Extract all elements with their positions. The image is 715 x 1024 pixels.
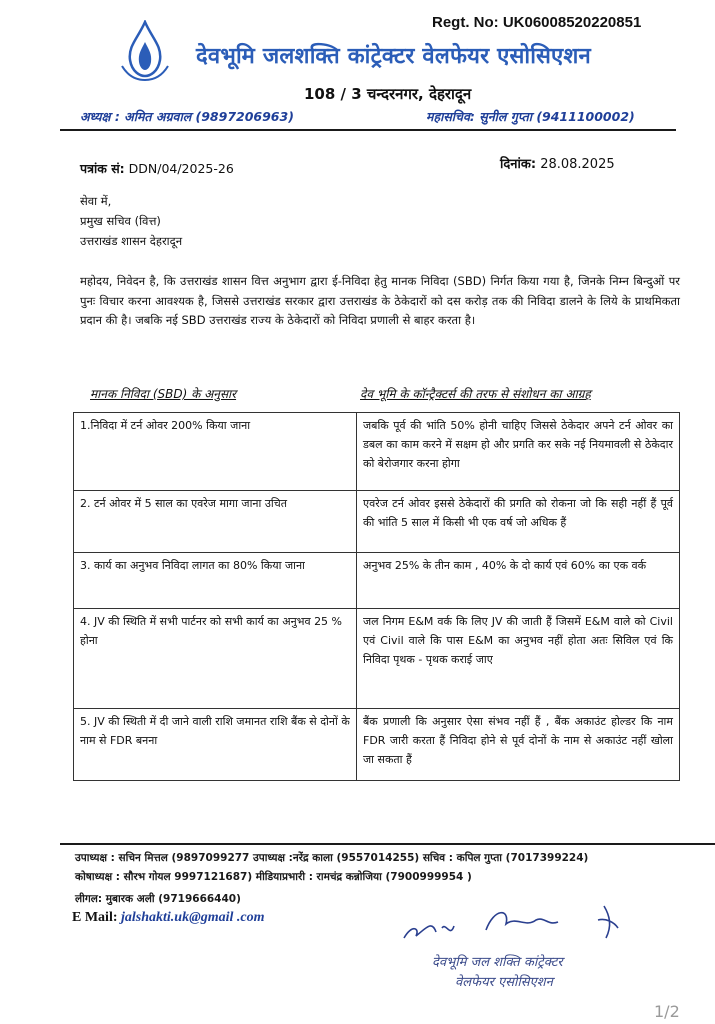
sbd-point: 2. टर्न ओवर में 5 साल का एवरेज मागा जाना उचित	[74, 491, 357, 553]
reference-number	[80, 160, 234, 177]
amendment-request: एवरेज टर्न ओवर इससे ठेकेदारों की प्रगति को रोकना जो कि सही नहीं हैं पूर्व की भांति 5 साल में किसी भी एक वर्ष जो अधिक हैं	[357, 491, 680, 553]
sbd-point: 1.निविदा में टर्न ओवर 200% किया जाना	[74, 413, 357, 491]
footer-officers-1: उपाध्यक्ष : सचिन मित्तल (9897099277 उपाध्यक्ष :नरेंद्र काला (9557014255) सचिव : कपिल गुप्ता (7017399224)	[75, 852, 589, 864]
amendment-request: जल निगम E&M वर्क कि लिए JV की जाती हैं जिसमें E&M वाले को Civil एवं Civil वाले कि पास E&M का अनुभव नहीं होता अतः सिविल एवं कि निविदा पृथक - पृथक कराई जाए	[357, 609, 680, 709]
table-header-sbd: मानक निविदा (SBD) के अनुसार	[90, 387, 237, 401]
stamp-org-line2: वेलफेयर एसोसिएशन	[455, 975, 553, 990]
table-row	[74, 709, 680, 781]
table-row	[74, 413, 680, 491]
reference-value: DDN/04/2025-26	[128, 161, 234, 176]
date-label: दिनांक:	[500, 157, 537, 172]
recipient-office: उत्तराखंड शासन देहरादून	[80, 234, 183, 248]
email-contact	[72, 910, 265, 926]
reference-label: पत्रांक सं:	[80, 161, 125, 176]
salutation-to: सेवा में,	[80, 194, 112, 208]
comparison-table	[73, 412, 680, 781]
signature-mark	[398, 898, 638, 948]
sbd-point: 5. JV की स्थिती में दी जाने वाली राशि जमानत राशि बैंक से दोनों के नाम से FDR बनना	[74, 709, 357, 781]
registration-number: Regt. No: UK06008520220851	[432, 14, 642, 31]
letter-date	[500, 154, 615, 172]
recipient-title: प्रमुख सचिव (वित्त)	[80, 214, 161, 228]
table-row	[74, 553, 680, 609]
sbd-point: 3. कार्य का अनुभव निविदा लागत का 80% किया जाना	[74, 553, 357, 609]
sbd-point: 4. JV की स्थिति में सभी पार्टनर को सभी कार्य का अनुभव 25 % होना	[74, 609, 357, 709]
header-divider	[60, 129, 676, 131]
organization-address: 108 / 3 चन्दरनगर, देहरादून	[304, 85, 472, 103]
amendment-request: बैंक प्रणाली कि अनुसार ऐसा संभव नहीं हैं , बैंक अकाउंट होल्डर कि नाम FDR जारी करता हैं निविदा होने से पूर्व दोनों के नाम से अकाउंट नहीं खोला जा सकता हैं	[357, 709, 680, 781]
president-info: अध्यक्ष : अमित अग्रवाल (9897206963)	[80, 109, 294, 124]
email-label: E Mail:	[72, 910, 118, 925]
footer-officers-2: कोषाध्यक्ष : सौरभ गोयल 9997121687) मीडियाप्रभारी : रामचंद्र कन्नोजिया (7900999954 )	[75, 871, 472, 883]
table-row	[74, 609, 680, 709]
letter-body: महोदय, निवेदन है, कि उत्तराखंड शासन वित्त अनुभाग द्वारा ई-निविदा हेतु मानक निविदा (SBD) निर्गत किया गया है, जिनके निम्न बिन्दुओं पर पुनः विचार करना आवश्यक है, जिससे उत्तराखंड सरकार द्वारा उत्तराखंड के ठेकेदारों को दस करोड़ तक की निविदा डालने के लिये के प्राथमिकता प्रदान की है। जबकि नई SBD उत्तराखंड राज्य के ठेकेदारों को निविदा प्रणाली से बाहर करता है।	[80, 274, 680, 327]
amendment-request: जबकि पूर्व की भांति 50% होनी चाहिए जिससे ठेकेदार अपने टर्न ओवर का डबल का काम करने में सक्षम हो और प्रगति कर सके नई नियमावली से ठेकेदार को बेरोजगार करना होगा	[357, 413, 680, 491]
amendment-request: अनुभव 25% के तीन काम , 40% के दो कार्य एवं 60% का एक वर्क	[357, 553, 680, 609]
date-value: 28.08.2025	[540, 157, 615, 172]
page-indicator: 1/2	[654, 1002, 680, 1021]
organization-name: देवभूमि जलशक्ति कांट्रेक्टर वेलफेयर एसोसिएशन	[196, 44, 591, 69]
table-row	[74, 491, 680, 553]
general-secretary-info: महासचिव: सुनील गुप्ता (9411100002)	[426, 109, 635, 124]
footer-divider	[60, 843, 715, 845]
association-logo	[118, 20, 172, 84]
table-header-amendment: देव भूमि के कॉन्ट्रैक्टर्स की तरफ से संशोधन का आग्रह	[360, 387, 591, 401]
email-address[interactable]: jalshakti.uk@gmail .com	[121, 910, 265, 925]
footer-legal: लीगल: मुबारक अली (9719666440)	[75, 893, 241, 905]
stamp-org-line1: देवभूमि जल शक्ति कांट्रेक्टर	[432, 955, 563, 970]
